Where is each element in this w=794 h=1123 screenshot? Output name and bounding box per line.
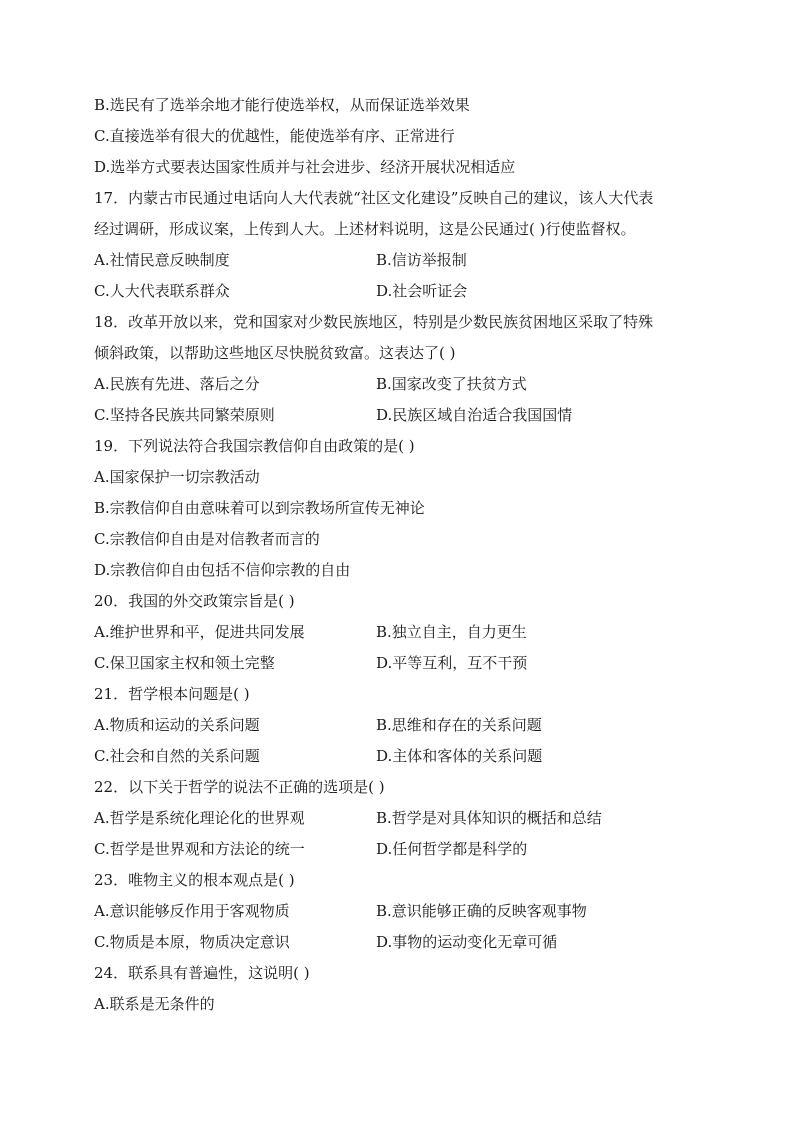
option-d: D.宗教信仰自由包括不信仰宗教的自由 [94,561,351,579]
option-b: B.独立自主，自力更生 [376,623,527,641]
option-c: C.坚持各民族共同繁荣原则 [94,406,275,424]
option-row [94,803,704,834]
option-b: B.思维和存在的关系问题 [376,716,542,734]
intro-options [94,90,704,183]
option-a: A.国家保护一切宗教活动 [94,468,260,486]
option-row [94,245,704,276]
option-a: A.社情民意反映制度 [94,251,230,269]
question-stem: 19．下列说法符合我国宗教信仰自由政策的是( ) [94,437,415,455]
option-row [94,927,704,958]
option-d: D.平等互利，互不干预 [376,654,528,672]
option-row [94,710,704,741]
option-d: D.事物的运动变化无章可循 [376,933,558,951]
option-d: D.主体和客体的关系问题 [376,747,543,765]
question-stem: 23．唯物主义的根本观点是( ) [94,871,295,889]
option-c: C.人大代表联系群众 [94,282,230,300]
question-stem: 18．改革开放以来，党和国家对少数民族地区，特别是少数民族贫困地区采取了特殊 [94,313,654,331]
option-b: B.宗教信仰自由意味着可以到宗教场所宣传无神论 [94,499,425,517]
option-row [94,834,704,865]
option-row [94,741,704,772]
question-stem: 17．内蒙古市民通过电话向人大代表就“社区文化建设”反映自己的建议，该人大代表 [94,189,654,207]
question-stem: 21．哲学根本问题是( ) [94,685,250,703]
question-stem: 经过调研，形成议案，上传到人大。上述材料说明，这是公民通过( )行使监督权。 [94,220,636,238]
option-a: A.维护世界和平，促进共同发展 [94,623,305,641]
option-a: A.联系是无条件的 [94,995,215,1013]
question-stem: 20．我国的外交政策宗旨是( ) [94,592,295,610]
option-a: A.意识能够反作用于客观物质 [94,902,290,920]
option-row [94,369,704,400]
option-c: C.哲学是世界观和方法论的统一 [94,840,305,858]
option-c: C.物质是本原，物质决定意识 [94,933,290,951]
option-c: C.宗教信仰自由是对信教者而言的 [94,530,320,548]
option-d: D.民族区域自治适合我国国情 [376,406,573,424]
option-row [94,617,704,648]
question-20 [94,586,704,679]
option-a: A.民族有先进、落后之分 [94,375,260,393]
question-list [94,90,704,1020]
question-18 [94,307,704,431]
option-row [94,896,704,927]
option-d: D.社会听证会 [376,282,468,300]
question-19 [94,431,704,586]
option-text: B.选民有了选举余地才能行使选举权，从而保证选举效果 [94,96,470,114]
question-stem: 22．以下关于哲学的说法不正确的选项是( ) [94,778,385,796]
question-stem: 24．联系具有普遍性，这说明( ) [94,964,310,982]
option-a: A.物质和运动的关系问题 [94,716,260,734]
question-22 [94,772,704,865]
question-stem: 倾斜政策，以帮助这些地区尽快脱贫致富。这表达了( ) [94,344,456,362]
option-text: D.选举方式要表达国家性质并与社会进步、经济开展状况相适应 [94,158,516,176]
option-b: B.意识能够正确的反映客观事物 [376,902,587,920]
option-b: B.信访举报制 [376,251,467,269]
option-d: D.任何哲学都是科学的 [376,840,528,858]
option-row [94,276,704,307]
option-b: B.哲学是对具体知识的概括和总结 [376,809,602,827]
option-row [94,400,704,431]
option-a: A.哲学是系统化理论化的世界观 [94,809,305,827]
option-c: C.社会和自然的关系问题 [94,747,260,765]
question-21 [94,679,704,772]
question-17 [94,183,704,307]
question-23 [94,865,704,958]
question-24 [94,958,704,1020]
option-b: B.国家改变了扶贫方式 [376,375,527,393]
option-row [94,648,704,679]
option-text: C.直接选举有很大的优越性，能使选举有序、正常进行 [94,127,455,145]
option-c: C.保卫国家主权和领土完整 [94,654,275,672]
